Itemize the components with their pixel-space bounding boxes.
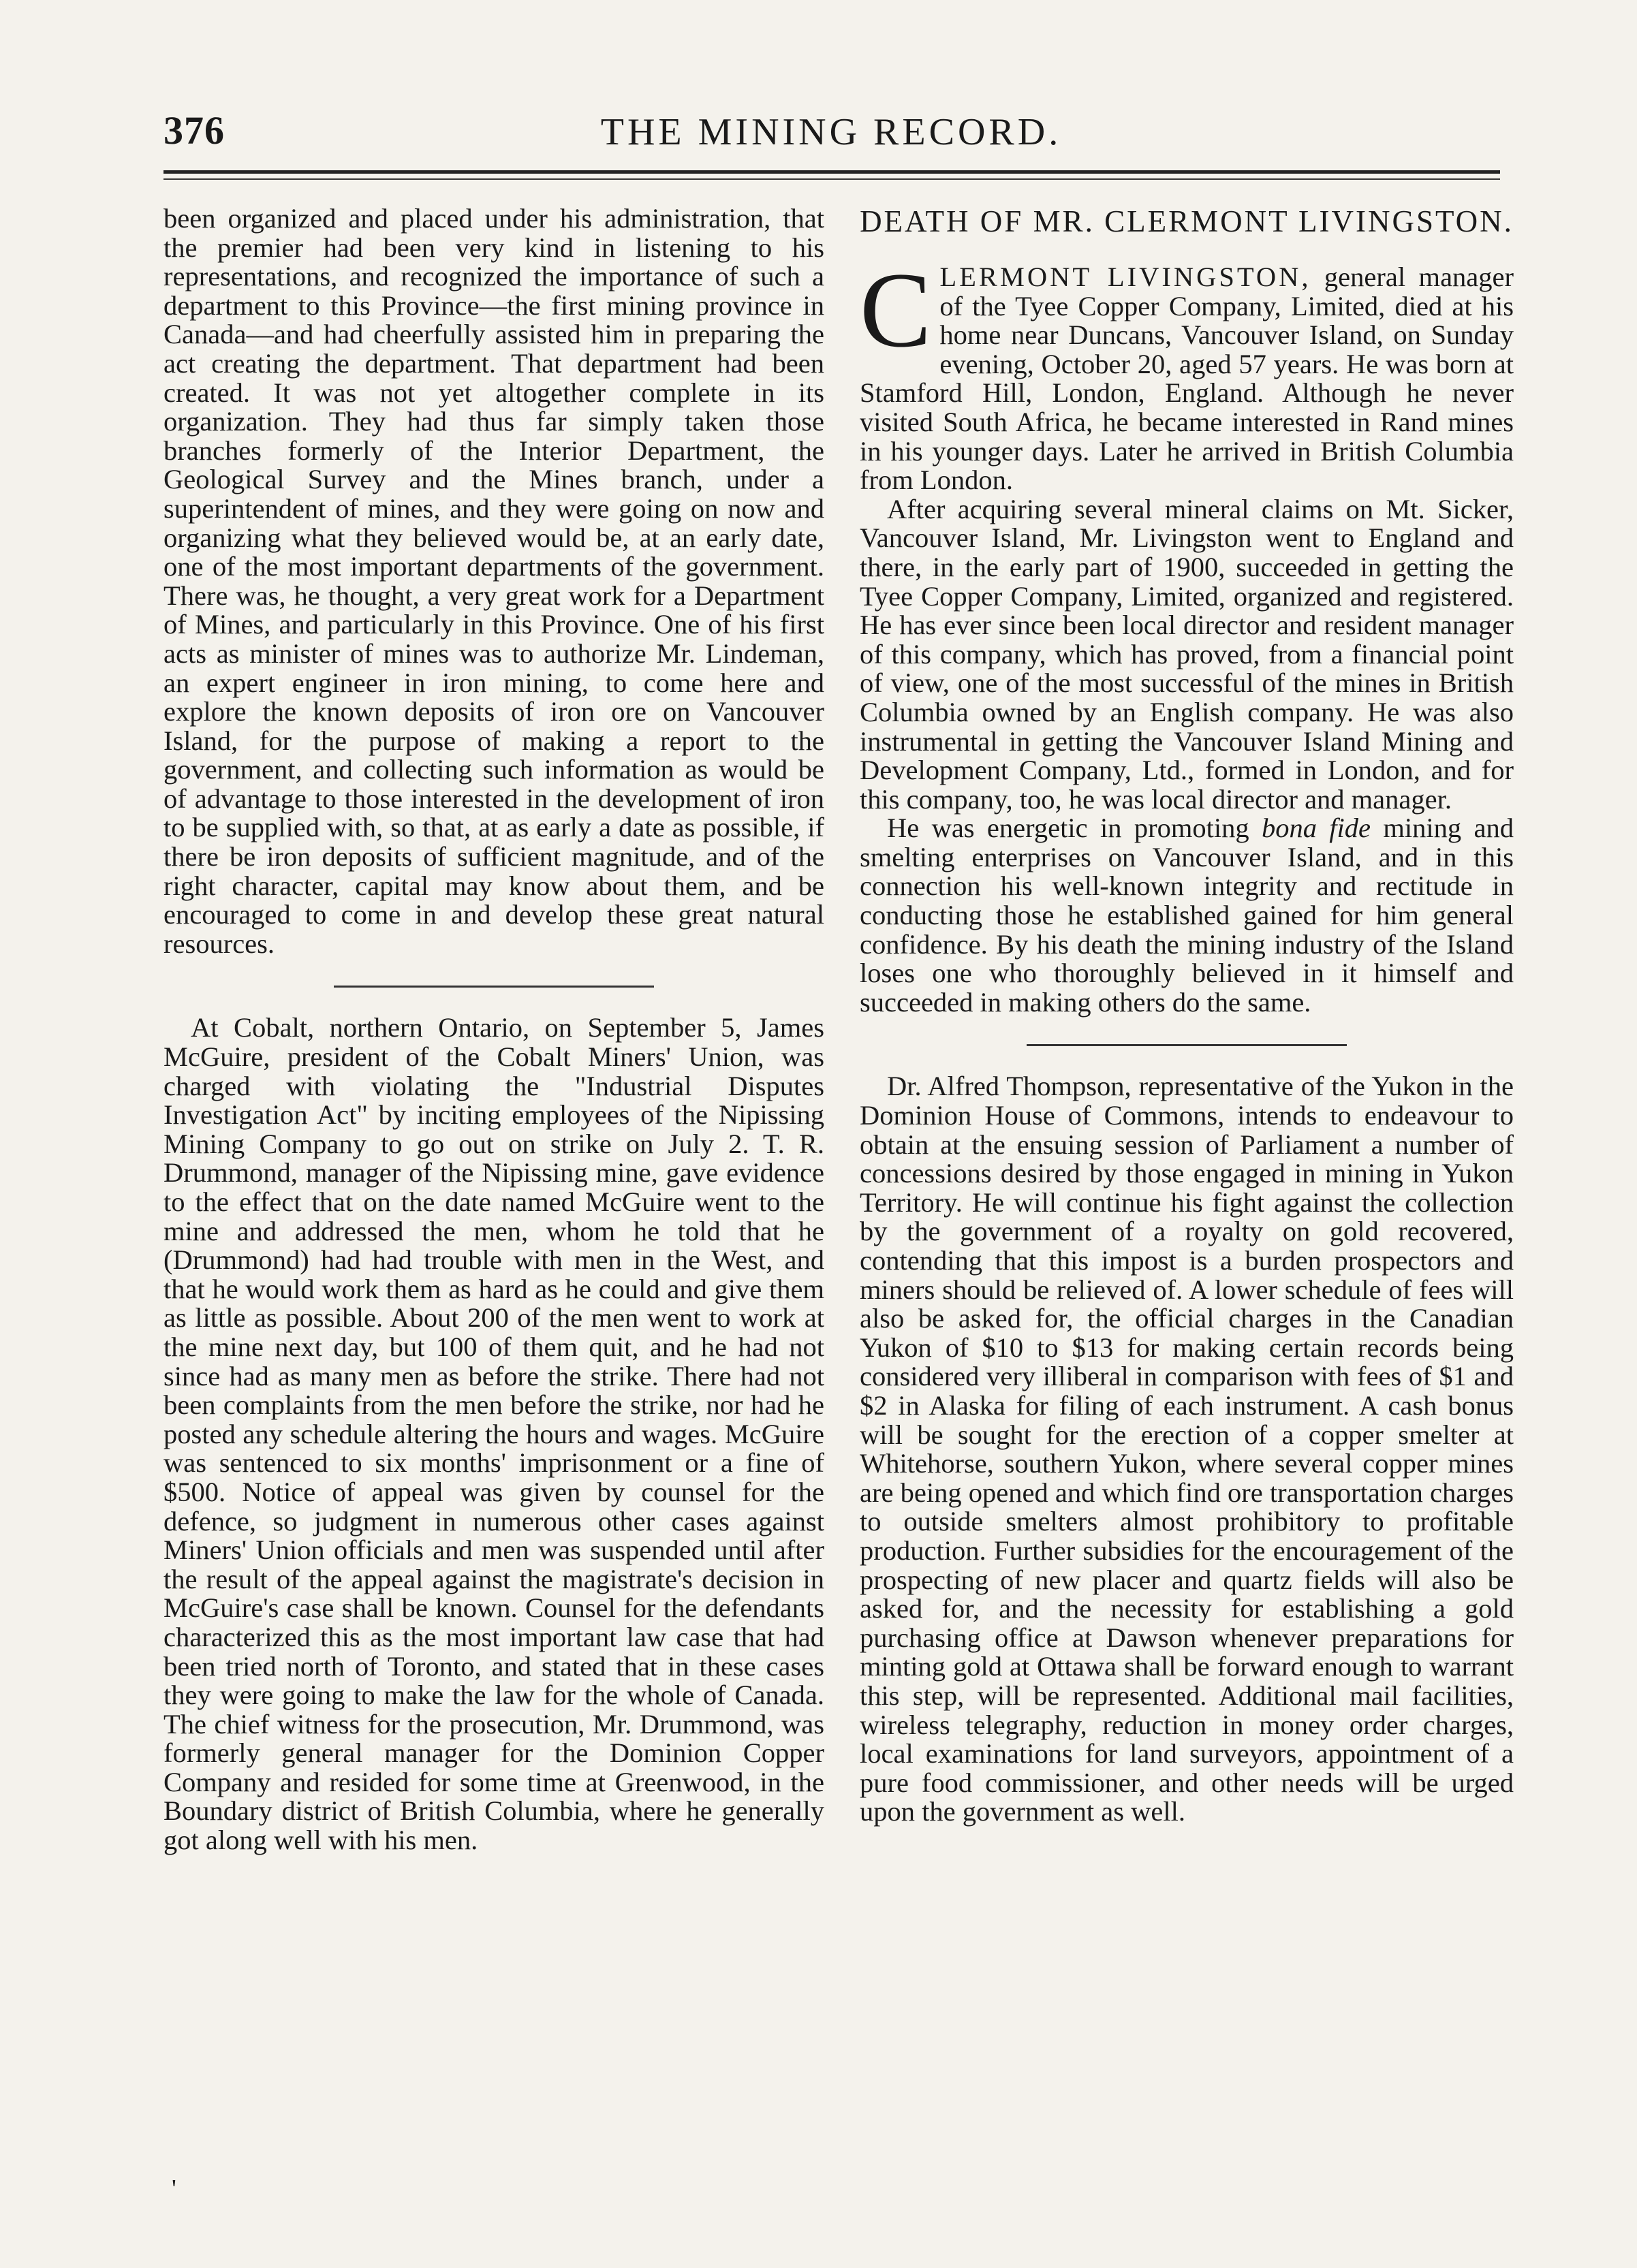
drop-cap: C (860, 251, 932, 370)
paragraph-obituary-lead (860, 251, 1514, 496)
paragraph-cobalt-strike-case: At Cobalt, northern Ontario, on September 5, James McGuire, president of the Cobalt Miners' Union, was charged with violating the "Industrial Disputes Investigation Act" by inciting employees of the Nipissing Mining Company to go out on strike on July 2. T. R. Drummond, manager of the Nipissing mine, gave evidence to the effect that on the date named McGuire went to the mine and addressed the men, whom he told that he (Drummond) had had trouble with men in the West, and that he would work them as hard as he could and give them as little as possible. About 200 of the men went to work at the mine next day, but 100 of them quit, and he had not since had as many men as before the strike. There had not been complaints from the men before the strike, nor had he posted any schedule altering the hours and wages. McGuire was sentenced to six months' imprisonment or a fine of $500. Notice of appeal was given by counsel for the defence, so judgment in numerous other cases against Miners' Union officials and men was suspended until after the result of the appeal against the magistrate's decision in McGuire's case shall be known. Counsel for the defendants characterized this as the most important law case that had been tried north of Toronto, and stated that in these cases they were going to make the law for the whole of Canada. The chief witness for the prosecution, Mr. Drummond, was formerly general manager for the Dominion Copper Company and resided for some time at Greenwood, in the Boundary district of British Columbia, where he generally got along well with his men. (163, 1012, 824, 1856)
paragraph-enterprises (860, 814, 1514, 1017)
section-divider (334, 986, 654, 988)
lead-text: general manager of the Tyee Copper Company, Limited, died at his home near Duncans, Vancouver Island, on Sunday evening, October 20, aged 57 years. He was born at Stamford Hill, London, England. Although he never visited South Africa, he became interested in Rand mines in his younger days. Later he arrived in British Columbia from London. (860, 262, 1514, 496)
right-column (860, 204, 1514, 1827)
section-divider (1027, 1044, 1347, 1046)
paragraph-continued-ministry: been organized and placed under his administration, that the premier had been very kind in listening to his representations, and recognized the importance of such a department to this Province—the first mining province in Canada—and had cheerfully assisted him in preparing the act creating the department. That department had been created. It was not yet altogether complete in its organization. They had thus far simply taken those branches formerly of the Interior Department, the Geological Survey and the Mines branch, under a superintendent of mines, and they were going on now and organizing what they believed would be, at an early date, one of the most important departments of the government. There was, he thought, a very great work for a Department of Mines, and particularly in this Province. One of his first acts as minister of mines was to authorize Mr. Lindeman, an expert engineer in iron mining, to come here and explore the known deposits of iron ore on Vancouver Island, for the purpose of making a report to the government, and collecting such information as would be of advantage to those interested in the development of iron to be supplied with, so that, at as early a date as possible, if there be iron deposits of sufficient magnitude, and of the right character, capital may know about them, and be encouraged to come in and develop these great natural resources. (163, 203, 824, 959)
italic-phrase: bona fide (1261, 813, 1371, 844)
running-title: THE MINING RECORD. (600, 111, 1062, 153)
header-rule-thin (163, 178, 1500, 180)
paragraph-yukon-concessions: Dr. Alfred Thompson, representative of the Yukon in the Dominion House of Commons, intends to endeavour to obtain at the ensuing session of Parliament a number of concessions desired by those engaged in mining in Yukon Territory. He will continue his fight against the collection by the government of a royalty on gold recovered, contending that this impost is a burden prospectors and miners should be relieved of. A lower schedule of fees will also be asked for, the official charges in the Canadian Yukon of $10 to $13 for making certain records being considered very illiberal in comparison with fees of $1 and $2 in Alaska for filing of each instrument. A cash bonus will be sought for the erection of a copper smelter at Whitehorse, southern Yukon, where several copper mines are being opened and which find ore transportation charges to outside smelters almost prohibitory to profitable production. Further subsidies for the encouragement of the prospecting of new placer and quartz fields will also be asked for, and the necessity for establishing a gold purchasing office at Dawson whenever preparations for minting gold at Ottawa shall be forward enough to warrant this step, will be represented. Additional mail facilities, wireless telegraphy, reduction in money order charges, local examinations for land surveyors, appointment of a pure food commissioner, and other needs will be urged upon the government as well. (860, 1071, 1514, 1827)
article-title: DEATH OF MR. CLERMONT LIVINGSTON. (860, 204, 1514, 238)
margin-mark: ' (172, 2175, 176, 2203)
left-column (163, 204, 824, 1855)
page-header (163, 108, 1499, 155)
page-number: 376 (163, 108, 225, 153)
text-span: He was energetic in promoting (887, 813, 1262, 844)
paragraph-tyee-company: After acquiring several mineral claims on Mt. Sicker, Vancouver Island, Mr. Livingston went to England and there, in the early part of 1900, succeeded in getting the Tyee Copper Company, Limited, organized and registered. He has ever since been local director and resident manager of this company, which has proved, from a financial point of view, one of the most successful of the mines in British Columbia owned by an English company. He was also instrumental in getting the Vancouver Island Mining and Development Company, Ltd., formed in London, and for this company, too, he was local director and manager. (860, 493, 1514, 815)
text-span: mining and smelting enterprises on Vancouver Island, and in this connection his well-known integrity and rectitude in conducting those he established gained for him general confidence. By his death the mining industry of the Island loses one who thoroughly believed in it himself and succeeded in making others do the same. (860, 813, 1514, 1018)
lead-name: LERMONT LIVINGSTON, (939, 262, 1311, 292)
header-rule-thick (163, 170, 1500, 174)
